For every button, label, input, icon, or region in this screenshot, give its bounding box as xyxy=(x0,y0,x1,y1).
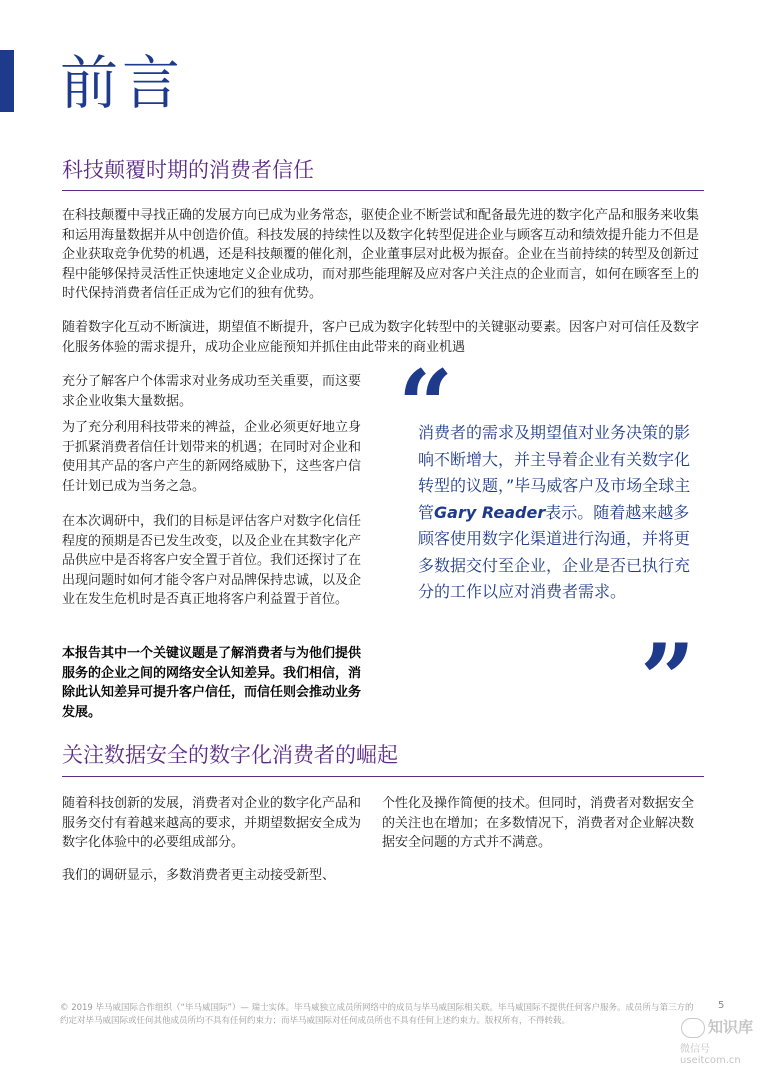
column-paragraph-2: 为了充分利用科技带来的裨益，企业必须更好地立身于抓紧消费者信任计划带来的机遇；在同时对企业和使用其产品的客户产生的新网络威胁下，这些客户信任计划已成为当务之急。 xyxy=(62,420,362,494)
column-paragraph-1: 充分了解客户个体需求对业务成功至关重要，而这要求企业收集大量数据。 xyxy=(62,374,362,409)
open-quote-icon: “ xyxy=(398,349,454,462)
watermark-brand: 知识库 xyxy=(708,1018,754,1036)
page-number: 5 xyxy=(718,1000,725,1011)
section-heading-consumer-trust: 科技颠覆时期的消费者信任 xyxy=(62,158,314,182)
section2-left-paragraph-1: 随着科技创新的发展，消费者对企业的数字化产品和服务交付有着越来越高的要求，并期望数据安全成为数字化体验中的必要组成部分。 xyxy=(62,796,362,850)
pull-quote-text-1: 消费者的需求及期望值对业务决策的影响不断增大，并主导着企业有关数字化转型的议题，”毕马威客户及市场全球主管 xyxy=(418,423,691,522)
page-title: 前言 xyxy=(60,49,185,117)
footer-copyright: © 2019 毕马威国际合作组织（“毕马威国际”）— 瑞士实体。毕马威独立成员所网络中的成员与毕马威国际相关联。毕马威国际不提供任何客户服务。成员所与第三方的约定对毕马威国际或任何其他成员所均不具有任何约束力；而毕马威国际对任何成员所也不具有任何上述约束力。版权所有，不得转载。 xyxy=(60,1003,694,1026)
watermark-subtitle: 微信号 useitcom.cn xyxy=(680,1044,741,1066)
pull-quote-name: Gary Reader xyxy=(434,502,546,522)
intro-paragraph-2: 随着数字化互动不断演进，期望值不断提升，客户已成为数字化转型中的关键驱动要素。因客户对可信任及数字化服务体验的需求提升，成功企业应能预知并抓住由此带来的商业机遇 xyxy=(62,320,700,355)
section-divider xyxy=(62,190,704,191)
section-heading-data-security: 关注数据安全的数字化消费者的崛起 xyxy=(62,743,398,767)
accent-bar xyxy=(0,50,14,112)
section-divider-2 xyxy=(62,776,704,777)
key-finding-paragraph: 本报告其中一个关键议题是了解消费者与为他们提供服务的企业之间的网络安全认知差异。我们相信，消除此认知差异可提升客户信任，而信任则会推动业务发展。 xyxy=(62,646,362,720)
intro-paragraph-1: 在科技颠覆中寻找正确的发展方向已成为业务常态，驱使企业不断尝试和配备最先进的数字化产品和服务来收集和运用海量数据并从中创造价值。科技发展的持续性以及数字化转型促进企业与顾客互动和绩效提升能力不但是企业获取竞争优势的机遇，还是科技颠覆的催化剂，企业董事层对此极为振奋。企业在当前持续的转型及创新过程中能够保持灵活性正快速地定义企业成功，而对那些能理解及应对客户关注点的企业而言，如何在顾客至上的时代保持消费者信任正成为它们的独有优势。 xyxy=(62,208,700,301)
close-quote-icon: ” xyxy=(640,623,696,736)
pull-quote xyxy=(418,420,700,606)
section2-left-paragraph-2: 我们的调研显示，多数消费者更主动接受新型、 xyxy=(62,868,336,883)
pull-quote-text-2: 表示。随着越来越多顾客使用数字化渠道进行沟通，并将更多数据交付至企业，企业是否已执行充分的工作以应对消费者需求。 xyxy=(418,502,691,601)
column-paragraph-3: 在本次调研中，我们的目标是评估客户对数字化信任程度的预期是否已发生改变，以及企业在其数字化产品供应中是否将客户安全置于首位。我们还探讨了在出现问题时如何才能令客户对品牌保持忠诚，以及企业在发生危机时是否真正地将客户利益置于首位。 xyxy=(62,514,362,607)
wechat-icon xyxy=(681,1018,705,1038)
section2-right-paragraph-1: 个性化及操作简便的技术。但同时，消费者对数据安全的关注也在增加；在多数情况下，消费者对企业解决数据安全问题的方式并不满意。 xyxy=(382,796,695,850)
